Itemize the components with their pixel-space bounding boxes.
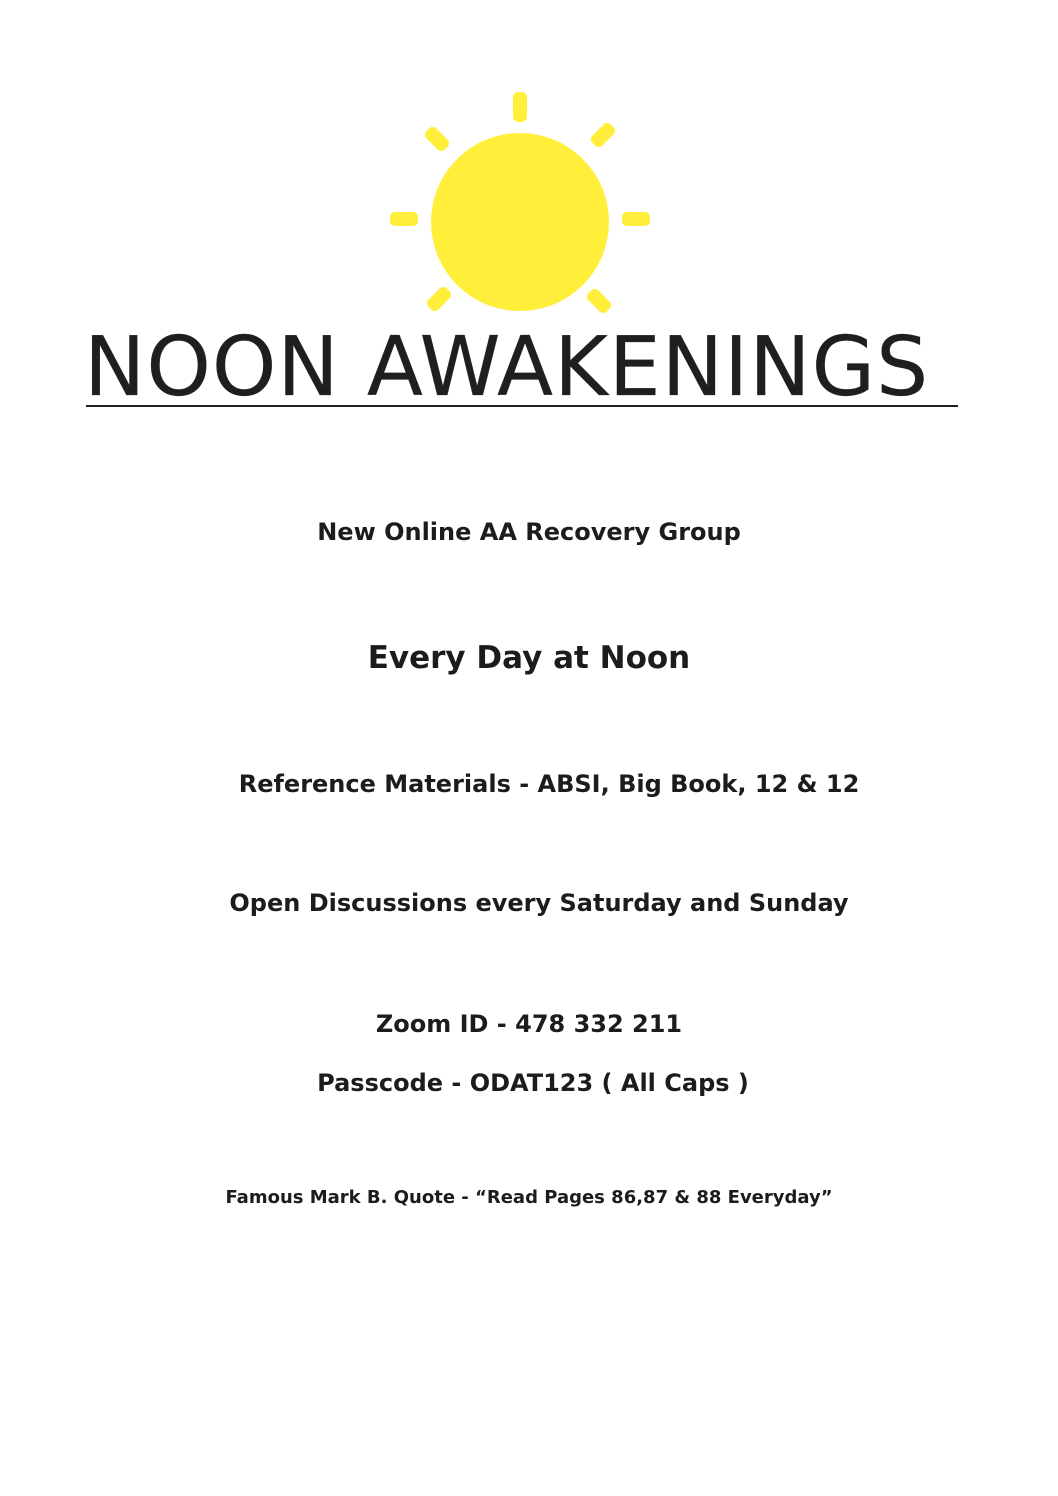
group-description: New Online AA Recovery Group xyxy=(317,518,741,546)
sun-icon xyxy=(378,84,678,324)
meeting-schedule: Every Day at Noon xyxy=(367,640,691,676)
brand-title: NOON AWAKENINGS xyxy=(84,320,930,415)
quote: Famous Mark B. Quote - “Read Pages 86,87 & 88 Everyday” xyxy=(225,1187,833,1208)
brand-underline xyxy=(86,405,958,407)
passcode: Passcode - ODAT123 ( All Caps ) xyxy=(317,1069,749,1097)
open-discussions: Open Discussions every Saturday and Sunday xyxy=(229,889,849,917)
reference-materials: Reference Materials - ABSI, Big Book, 12 & 12 xyxy=(238,770,860,798)
zoom-id: Zoom ID - 478 332 211 xyxy=(375,1010,683,1038)
